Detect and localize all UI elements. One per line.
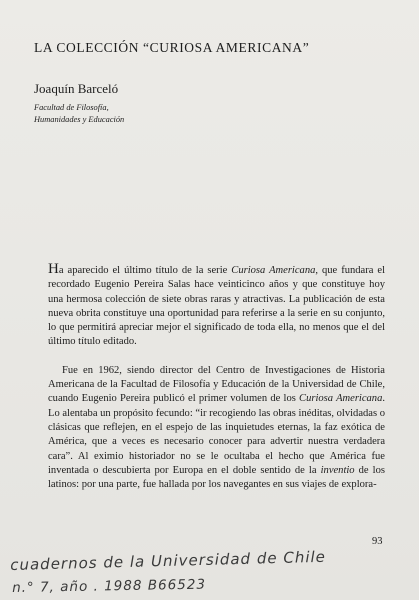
text-run: de los latinos: por una parte, fue hallada por los navegantes en sus viajes de explora- (48, 464, 385, 491)
handwritten-annotation: cuadernos de la Universidad de Chile (10, 547, 327, 574)
page-number: 93 (372, 536, 383, 547)
handwritten-annotation: n.° 7, año . 1988 B66523 (12, 576, 207, 596)
latin-term-italic: inventio (320, 464, 355, 476)
text-run: Fue en 1962, siendo director del Centro de Investigaciones de Historia Americana de la Facultad de Filosofía y Educación de la Universidad de Chile, cuando Eugenio Pereira publicó el primer volumen de los (48, 364, 385, 405)
series-title-italic: Curiosa Americana (231, 265, 316, 276)
article-body (48, 262, 385, 492)
paragraph-2 (48, 364, 385, 493)
text-run: a aparecido el último título de la serie (58, 265, 232, 276)
paragraph-1 (48, 262, 385, 350)
article-title: LA COLECCIÓN “CURIOSA AMERICANA” (34, 40, 310, 55)
series-title-italic: Curiosa Americana (299, 393, 383, 405)
author-affiliation (34, 102, 124, 126)
affiliation-line: Facultad de Filosofía, (34, 103, 109, 112)
text-run: , que fundara el recordado Eugenio Pereira Salas hace veinticinco años y que constituye hoy una hermosa colección de siete obras raras y atractivas. La publicación de esta nueva obrita constituye una oportunidad para referirse a la serie en su conjunto, lo que permitirá apreciar mejor el significado de toda ella, no menos que el del último título editado. (48, 265, 386, 348)
author-name: Joaquín Barceló (34, 81, 119, 96)
drop-cap: H (48, 261, 59, 277)
affiliation-line: Humanidades y Educación (34, 115, 125, 124)
text-run: . Lo alentaba un propósito fecundo: “ir recogiendo las obras inéditas, olvidadas o clásicas que reflejen, en el espejo de las inquietudes eternas, la faz exótica de América, que a veces es necesario conocer para advertir nuestra verdadera cara”. Al eximio historiador no se le ocultaba el hecho que América fue inventada o descubierta por Europa en el doble sentido de la (48, 393, 385, 476)
